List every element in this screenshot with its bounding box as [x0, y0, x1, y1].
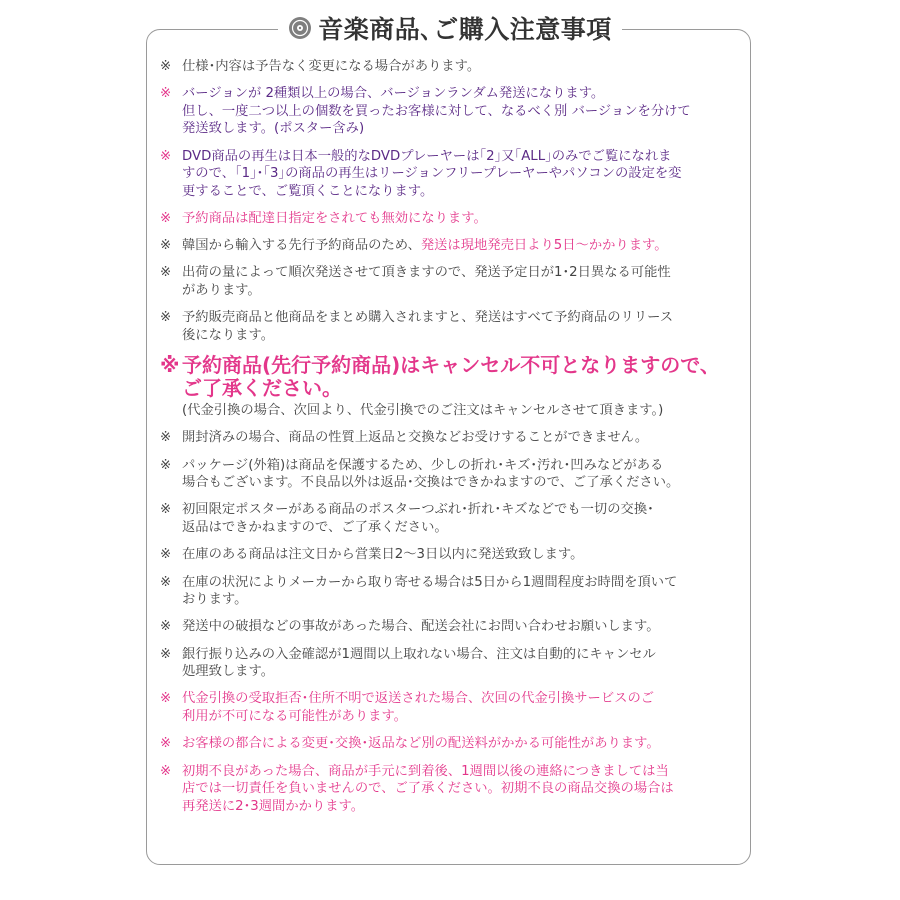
note-mark: ※: [160, 353, 180, 378]
list-item: [160, 690, 745, 725]
line: [182, 237, 745, 255]
note-mark: ※: [160, 265, 172, 281]
line: 在庫のある商品は注文日から営業日2～3日以内に発送致致します。: [182, 547, 584, 563]
cancel-note: (代金引換の場合、次回より、代金引換でのご注文はキャンセルさせて頂きます。): [182, 403, 664, 419]
item-text: [182, 574, 745, 609]
list-item: [160, 58, 745, 76]
line: 後になります。: [182, 327, 275, 343]
item-text: [182, 429, 745, 447]
line: があります。: [182, 282, 261, 298]
line: 発送致します。(ポスター含み): [182, 121, 365, 137]
list-item-emphasis: [160, 354, 745, 400]
note-mark: ※: [160, 148, 172, 164]
line: 予約販売商品と他商品をまとめ購入されますと、発送はすべて予約商品のリリース: [182, 310, 674, 326]
line: DVD商品の再生は日本一般的なDVDプレーヤーは｢2｣又｢ALL｣のみでご覧になれま: [182, 148, 672, 164]
item-text: [182, 501, 745, 536]
note-mark: ※: [160, 59, 172, 74]
line: 開封済みの場合、商品の性質上返品と交換などお受けすることができません。: [182, 430, 649, 446]
line: おります。: [182, 592, 248, 608]
item-text: [182, 763, 745, 816]
line: 返品はできかねますので、ご了承ください。: [182, 519, 448, 535]
note-mark: ※: [160, 210, 172, 226]
item-text: [182, 58, 745, 76]
highlight-text: 発送は現地発売日より5日～かかります。: [420, 238, 668, 254]
line: すので、｢1｣･｢3｣の商品の再生はリージョンフリープレーヤーやパソコンの設定を変: [182, 166, 682, 182]
note-mark: ※: [160, 457, 172, 473]
item-text: [182, 457, 745, 492]
note-mark: ※: [160, 574, 172, 590]
note-mark: ※: [160, 238, 172, 254]
note-mark: ※: [160, 86, 172, 102]
list-item: [160, 85, 745, 138]
list-item: [160, 210, 745, 228]
line: 代金引換の受取拒否･住所不明で返送された場合、次回の代金引換サービスのご: [182, 691, 655, 707]
list-item: [160, 574, 745, 609]
line: 在庫の状況によりメーカーから取り寄せる場合は5日から1週間程度お時間を頂いて: [182, 574, 678, 590]
item-text: [182, 85, 745, 138]
line: 更することで、ご覧頂くことになります。: [182, 183, 434, 199]
item-text: [182, 354, 745, 400]
list-item: [160, 618, 745, 636]
list-item: [160, 457, 745, 492]
item-text: [182, 618, 745, 636]
line: 出荷の量によって順次発送させて頂きますので、発送予定日が1･2日異なる可能性: [182, 265, 671, 281]
note-mark: ※: [160, 691, 172, 707]
notice-list: [160, 58, 745, 825]
list-item: [160, 309, 745, 344]
line: 銀行振り込みの入金確認が1週間以上取れない場合、注文は自動的にキャンセル: [182, 646, 656, 662]
list-item: [160, 264, 745, 299]
item-text: [182, 210, 745, 228]
line: 発送中の破損などの事故があった場合、配送会社にお問い合わせお願いします。: [182, 619, 660, 635]
line: 初期不良があった場合、商品が手元に到着後、1週間以後の連絡につきましては当: [182, 763, 669, 779]
line-text: 韓国から輸入する先行予約商品のため、: [182, 238, 421, 254]
note-mark: ※: [160, 547, 172, 563]
line: 再発送に2･3週間かかります。: [182, 798, 365, 814]
line: 初回限定ポスターがある商品のポスターつぶれ･折れ･キズなどでも一切の交換･: [182, 502, 654, 518]
list-item: [160, 148, 745, 201]
note-mark: ※: [160, 310, 172, 326]
page-title: 音楽商品､ご購入注意事項: [318, 15, 612, 44]
line: 場合もございます。不良品以外は返品･交換はできかねますので、ご了承ください。: [182, 475, 680, 491]
note-mark: ※: [160, 430, 172, 446]
cd-icon: [288, 16, 312, 40]
note-mark: ※: [160, 736, 172, 752]
note-mark: ※: [160, 619, 172, 635]
line: お客様の都合による変更･交換･返品など別の配送料がかかる可能性があります。: [182, 736, 660, 752]
list-item: [160, 546, 745, 564]
line: 処理致します。: [182, 664, 275, 680]
note-mark: ※: [160, 763, 172, 779]
list-item: [160, 237, 745, 255]
line: 利用が不可になる可能性があります。: [182, 708, 407, 724]
title: [278, 8, 622, 48]
list-item: [160, 501, 745, 536]
line: 仕様･内容は予告なく変更になる場合があります。: [182, 59, 481, 74]
item-text: [182, 309, 745, 344]
list-item: [160, 735, 745, 753]
line: バージョンが 2種類以上の場合、バージョンランダム発送になります。: [182, 86, 605, 102]
item-text: [182, 546, 745, 564]
line: パッケージ(外箱)は商品を保護するため、少しの折れ･キズ･汚れ･凹みなどがある: [182, 457, 664, 473]
list-item: [160, 763, 745, 816]
note-mark: ※: [160, 646, 172, 662]
line: 店では一切責任を負いませんので、ご了承ください。初期不良の商品交換の場合は: [182, 781, 674, 797]
note-mark: ※: [160, 502, 172, 518]
item-text: [182, 690, 745, 725]
item-text: [182, 237, 745, 255]
line: 予約商品(先行予約商品)はキャンセル不可となりますので、: [182, 353, 720, 378]
line: 但し、一度二つ以上の個数を買ったお客様に対して、なるべく別 バージョンを分けて: [182, 103, 691, 119]
item-text: [182, 148, 745, 201]
title-bar: [0, 8, 900, 48]
list-item: [160, 646, 745, 681]
item-text: [182, 735, 745, 753]
line: ご了承ください。: [182, 376, 342, 401]
item-text: [182, 264, 745, 299]
item-text: [182, 646, 745, 681]
line: 予約商品は配達日指定をされても無効になります。: [182, 210, 487, 226]
list-item: [160, 429, 745, 447]
